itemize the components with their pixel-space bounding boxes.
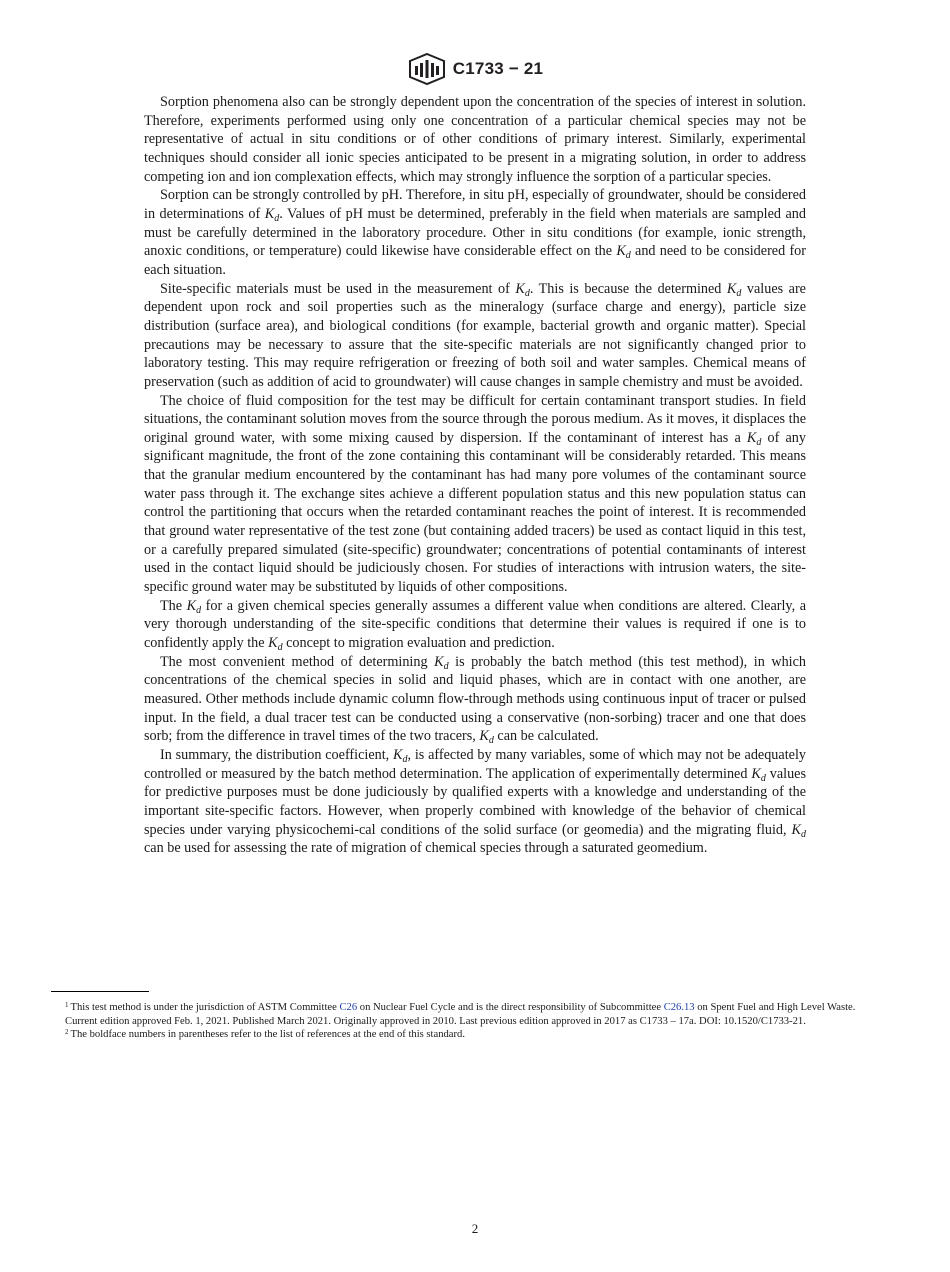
paragraph-text: Sorption can be strongly controlled by pH. Therefore, in situ pH, especially of groundwater, should be considered in determinations of (144, 187, 806, 222)
paragraph-text: , is affected by many variables, some of which may not be adequately controlled or measured by the batch method determination. The application of experimentally determined (144, 746, 806, 782)
paragraph-summary (144, 746, 806, 858)
paragraph-text: values for predictive purposes must be done judiciously by qualified experts with a knowledge and understanding of the important site-specific factors. However, when properly combined with knowledge of the behavior of chemical species under varying physicochemi-cal conditions of the solid surface (or geomedia) and the migrating fluid, (144, 765, 806, 838)
kd-symbol (434, 654, 448, 670)
kd-base: K (751, 765, 761, 782)
paragraph-text: values are dependent upon rock and soil properties such as the mineralogy (surface charge and energy), particle size distribution (surface area), and biological conditions (for example, bacterial growth and organic matter). Special precautions may be necessary to assure that the site-specific materials are not significantly changed prior to laboratory testing. This may require refrigeration or freezing of both soil and water samples. Chemical means of preservation (such as addition of acid to groundwater) will cause changes in sample chemistry and must be avoided. (144, 280, 806, 390)
paragraph-text: is probably the batch method (this test method), in which concentrations of the chemical species in solid and liquid phases, which are in contact with one another, are measured. Other methods include dynamic column flow-through methods using continuous input of tracer or pulsed input. In the field, a dual tracer test can be conducted using a conservative (non-sorbing) tracer and one that does sorb; from the difference in travel times of the two tracers, (144, 653, 807, 745)
paragraph-text: and need to be considered for each situation. (144, 243, 806, 278)
footnote-2 (51, 1028, 899, 1042)
edition-note: Current edition approved Feb. 1, 2021. Published March 2021. Originally approved in 2010. Last previous edition approved in 2017 as C1733 – 17a. DOI: 10.1520/C1733-21. (65, 1015, 806, 1027)
kd-subscript: d (488, 735, 494, 747)
footnotes (51, 1001, 899, 1042)
paragraph-site-specific-materials (144, 280, 806, 392)
kd-subscript: d (801, 828, 806, 840)
kd-symbol (265, 206, 279, 222)
footnote-marker: 1 (65, 1001, 69, 1009)
kd-base: K (393, 746, 403, 763)
kd-base: K (479, 728, 489, 745)
kd-base: K (264, 205, 275, 222)
kd-symbol (792, 822, 806, 838)
kd-subscript: d (196, 604, 202, 616)
paragraph-text: of any significant magnitude, the front of the zone containing this contaminant will be considerably retarded. This means that the granular medium encountered by the contaminant has had many pore volumes of the contaminant source water pass through it. The exchange sites achieve a different population status and this new population status can control the partitioning that occurs when the retarded contaminant reaches the point of interest. It is recommended that ground water representative of the test zone (but containing added tracers) be used as contact liquid in this test, or a carefully prepared simulated (site-specific) groundwater; concentrations of potential contaminants of interest used in the contact liquid should be judiciously chosen. For studies of interactions with intrusion waters, the site-specific ground water may be substituted by liquids of other compositions. (144, 429, 806, 596)
kd-subscript: d (402, 753, 408, 765)
kd-subscript: d (756, 436, 762, 448)
paragraph-batch-method (144, 653, 806, 746)
document-designation: C1733 − 21 (452, 59, 544, 78)
kd-subscript: d (443, 660, 449, 672)
footnote-text: The boldface numbers in parentheses refer to the list of references at the end of this standard. (70, 1029, 465, 1041)
kd-base: K (616, 243, 626, 260)
paragraph-text: concept to migration evaluation and prediction. (282, 635, 555, 652)
kd-subscript: d (524, 287, 530, 299)
kd-subscript: d (277, 642, 283, 654)
paragraph-ph-control (144, 186, 806, 279)
kd-subscript: d (760, 772, 766, 784)
kd-base: K (515, 280, 525, 297)
kd-base: K (434, 653, 444, 670)
kd-symbol (515, 281, 529, 297)
paragraph-kd-conditions (144, 597, 806, 653)
kd-base: K (746, 429, 757, 446)
kd-symbol (393, 747, 407, 763)
page-number: 2 (471, 1221, 479, 1236)
paragraph-text: can be used for assessing the rate of migration of chemical species through a saturated geomedium. (144, 840, 708, 857)
paragraph-text: In summary, the distribution coefficient, (160, 746, 394, 763)
paragraph-concentration-dependence: Sorption phenomena also can be strongly dependent upon the concentration of the species of interest in solution. Therefore, experiments performed using only one concentration of a particular chemical species may not be representative of actual in situ conditions or of other conditions of primary interest. Similarly, experimental techniques should consider all ionic species anticipated to be present in a migrating solution, in order to address competing ion and ion complexation effects, which may strongly influence the sorption of a particular species. (144, 94, 806, 185)
body-text (144, 93, 806, 858)
kd-subscript: d (625, 250, 631, 262)
page-header (0, 52, 950, 86)
kd-base: K (726, 280, 737, 297)
kd-subscript: d (274, 212, 280, 224)
kd-base: K (268, 635, 278, 652)
kd-base: K (791, 821, 801, 838)
footnote-1 (51, 1001, 899, 1015)
paragraph-text: Site-specific materials must be used in the measurement of (160, 280, 516, 297)
footnote-marker: 2 (65, 1028, 69, 1037)
astm-logo-icon (407, 52, 447, 86)
kd-symbol (747, 430, 761, 446)
paragraph-text: The choice of fluid composition for the test may be difficult for certain contaminant transport studies. In field situations, the contaminant solution moves from the source through the porous medium. As it moves, it displaces the original ground water, with some mixing caused by dispersion. If the contaminant of interest has a (144, 392, 806, 446)
kd-subscript: d (736, 287, 742, 299)
footnote-text: This test method is under the jurisdiction of ASTM Committee (70, 1002, 340, 1013)
kd-base: K (186, 597, 197, 614)
kd-symbol (268, 635, 283, 654)
paragraph-text: for a given chemical species generally assumes a different value when conditions are altered. Clearly, a very thorough understanding of the site-specific conditions that determine their values is required if one is to confidently apply the (144, 597, 806, 652)
kd-symbol (616, 243, 631, 262)
paragraph-text: . This is because the determined (529, 280, 727, 297)
kd-symbol (479, 728, 494, 747)
paragraph-text: can be calculated. (493, 728, 599, 745)
paragraph-text: . Values of pH must be determined, preferably in the field when materials are sampled and must be carefully determined in the laboratory procedure. Other in situ conditions (for example, ionic strength, anoxic conditions, or temperature) could likewise have considerable effect on the (144, 205, 806, 260)
footnote-divider (51, 991, 149, 992)
footnote-text: on Spent Fuel and High Level Waste. (694, 1002, 856, 1013)
paragraph-fluid-composition (144, 392, 806, 597)
paragraph-text: The (160, 597, 187, 614)
kd-symbol (751, 766, 765, 782)
paragraph-text: The most convenient method of determining (160, 653, 435, 670)
kd-symbol (727, 281, 741, 297)
committee-c26-link[interactable]: C26 (339, 1002, 358, 1013)
subcommittee-c26-13-link[interactable]: C26.13 (663, 1002, 695, 1013)
kd-symbol (187, 598, 201, 614)
footnote-text: on Nuclear Fuel Cycle and is the direct responsibility of Subcommittee (357, 1002, 664, 1013)
